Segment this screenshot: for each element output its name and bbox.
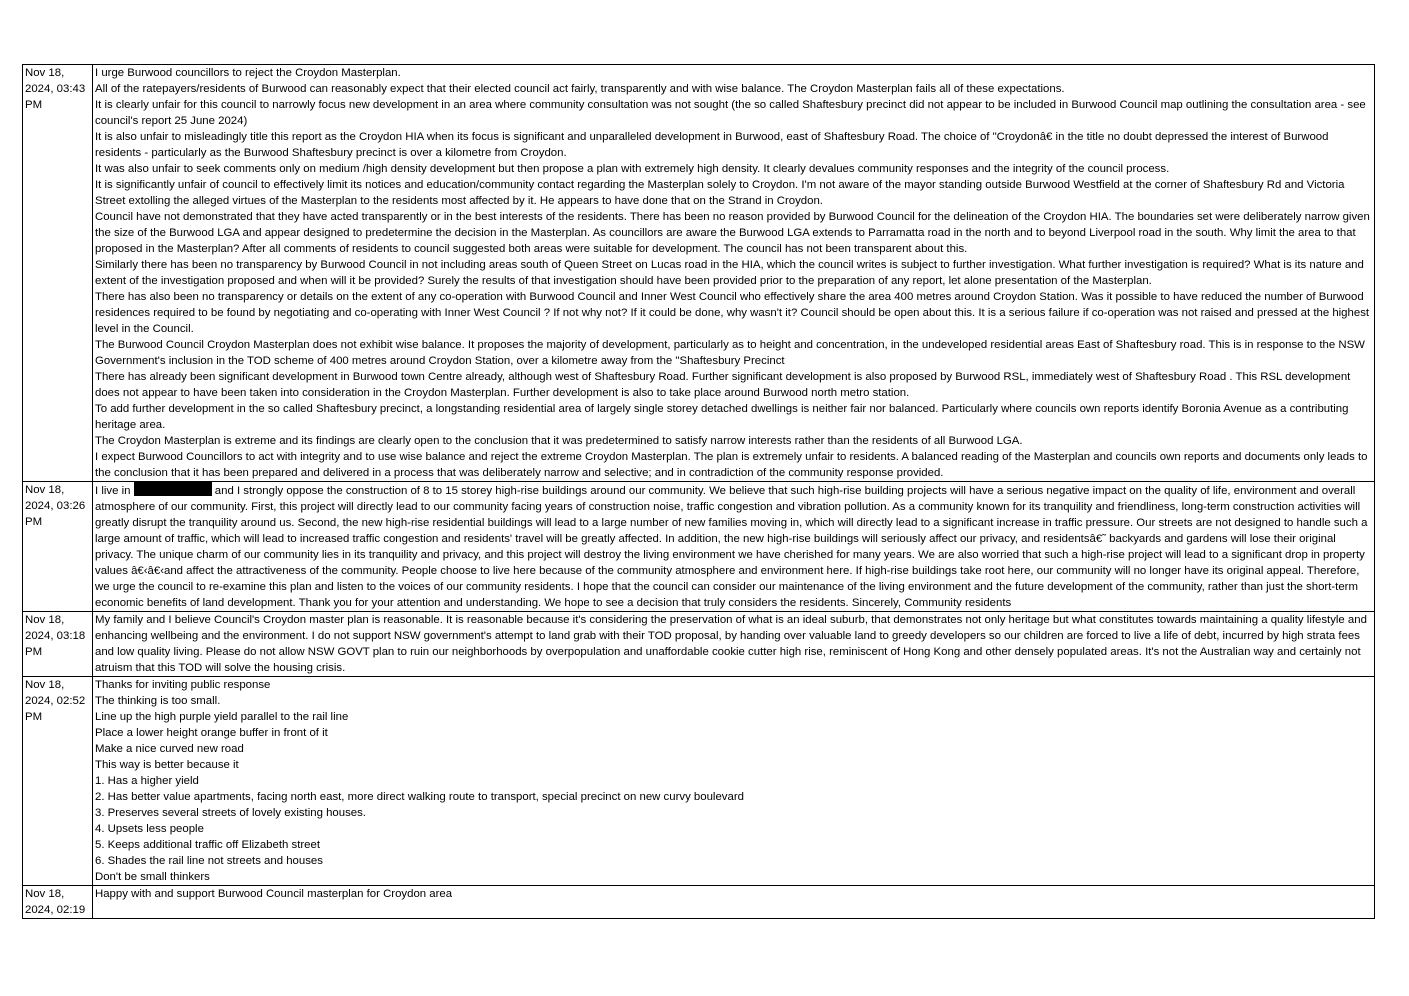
- submission-line: This way is better because it: [95, 759, 239, 771]
- submission-date: Nov 18, 2024, 02:19: [23, 886, 93, 919]
- submission-line: Place a lower height orange buffer in front of it: [95, 727, 328, 739]
- table-row: [23, 482, 1375, 612]
- table-row: [23, 677, 1375, 886]
- submission-text: [93, 886, 1375, 919]
- submission-line: I expect Burwood Councillors to act with integrity and to use wise balance and reject the extreme Croydon Masterplan. The plan is extremely unfair to residents. A balanced reading of the Masterplan and councils own reports and documents only leads to the conclusion that it has been prepared and delivered in a process that was deliberately narrow and selective; and in contradiction of the community response provided.: [95, 451, 1368, 479]
- submission-text-start: I live in: [95, 485, 134, 497]
- submission-line: There has also been no transparency or details on the extent of any co-operation with Burwood Council and Inner West Council who effectively share the area 400 metres around Croydon Station. Was it possible to have reduced the number of Burwood residences required to be found by negotiating and co-operating with Inner West Council ? If not why not? If it could be done, why wasn't it? Council should be open about this. It is a serious failure if co-operation was not raised and pressed at the highest level in the Council.: [95, 291, 1370, 335]
- submission-line: The Burwood Council Croydon Masterplan does not exhibit wise balance. It proposes the majority of development, particularly as to height and concentration, in the undeveloped residential areas East of Shaftesbury road. This is in response to the NSW Government's inclusion in the TOD scheme of 400 metres around Croydon Station, over a kilometre away from the "Shaftesbury Precinct: [95, 339, 1365, 367]
- submission-line: 5. Keeps additional traffic off Elizabeth street: [95, 839, 320, 851]
- submission-line: 2. Has better value apartments, facing north east, more direct walking route to transport, special precinct on new curvy boulevard: [95, 791, 744, 803]
- submission-date: Nov 18, 2024, 03:43 PM: [23, 65, 93, 482]
- submission-text: [93, 677, 1375, 886]
- submission-line: Council have not demonstrated that they have acted transparently or in the best interests of the residents. There has been no reason provided by Burwood Council for the delineation of the Croydon HIA. The boundaries set were deliberately narrow given the size of the Burwood LGA and appear designed to predetermine the decision in the Masterplan. As councillors are aware the Burwood LGA extends to Parramatta road in the north and to beyond Liverpool road in the south. Why limit the area to that proposed in the Masterplan? After all comments of residents to council suggested both areas were suitable for development. The council has not been transparent about this.: [95, 211, 1370, 255]
- submission-date: Nov 18, 2024, 02:52 PM: [23, 677, 93, 886]
- submission-line: It is significantly unfair of council to effectively limit its notices and education/community contact regarding the Masterplan solely to Croydon. I'm not aware of the mayor standing outside Burwood Westfield at the corner of Shaftesbury Rd and Victoria Street extolling the alleged virtues of the Masterplan to the residents most affected by it. He appears to have done that on the Strand in Croydon.: [95, 179, 1345, 207]
- submission-line: My family and I believe Council's Croydon master plan is reasonable. It is reasonable because it's considering the preservation of what is an ideal suburb, that demonstrates not only heritage but what constitutes towards maintaining a quality lifestyle and enhancing wellbeing and the environment. I do not support NSW government's attempt to land grab with their TOD proposal, by handing over valuable land to greedy developers so our children are forced to live a life of debt, incurred by high strata fees and low quality living. Please do not allow NSW GOVT plan to ruin our neighborhoods by overpopulation and unaffordable cookie cutter high rise, reminiscent of Hong Kong and other densely populated areas. It's not the Australian way and certainly not atruism that this TOD will solve the housing crisis.: [95, 614, 1367, 674]
- submission-line: Line up the high purple yield parallel to the rail line: [95, 711, 349, 723]
- submission-line: 3. Preserves several streets of lovely existing houses.: [95, 807, 366, 819]
- submission-text: [93, 65, 1375, 482]
- submission-date: Nov 18, 2024, 03:26 PM: [23, 482, 93, 612]
- submission-line: There has already been significant development in Burwood town Centre already, although west of Shaftesbury Road. Further significant development is also proposed by Burwood RSL, immediately west of Shaftesbury Road . This RSL development does not appear to have been taken into consideration in the Croydon Masterplan. Further development is also to take place around Burwood north metro station.: [95, 371, 1351, 399]
- submission-line: The thinking is too small.: [95, 695, 221, 707]
- submission-line: I urge Burwood councillors to reject the Croydon Masterplan.: [95, 67, 401, 79]
- submission-line: All of the ratepayers/residents of Burwood can reasonably expect that their elected council act fairly, transparently and with wise balance. The Croydon Masterplan fails all of these expectations.: [95, 83, 1065, 95]
- submission-date: Nov 18, 2024, 03:18 PM: [23, 612, 93, 677]
- submission-text: [93, 612, 1375, 677]
- submission-text: [93, 482, 1375, 612]
- submission-line: Happy with and support Burwood Council masterplan for Croydon area: [95, 888, 453, 900]
- submission-line: It is also unfair to misleadingly title this report as the Croydon HIA when its focus is significant and unparalleled development in Burwood, east of Shaftesbury Road. The choice of "Croydonâ€ in the title no doubt depressed the interest of Burwood residents - particularly as the Burwood Shaftesbury precinct is over a kilometre from Croydon.: [95, 131, 1329, 159]
- submissions-table: [22, 64, 1375, 919]
- submission-text-rest: and I strongly oppose the construction of 8 to 15 storey high-rise buildings around our community. We believe that such high-rise building projects will have a serious negative impact on the quality of life, environment and overall atmosphere of our community. First, this project will directly lead to our community facing years of construction noise, traffic congestion and vibration pollution. As a community known for its tranquility and friendliness, long-term construction activities will greatly disrupt the tranquility around us. Second, the new high-rise residential buildings will lead to a large number of new families moving in, which will directly lead to a significant increase in traffic pressure. Our streets are not designed to handle such a large amount of traffic, which will lead to increased traffic congestion and residents' travel will be greatly affected. In addition, the new high-rise buildings will seriously affect our privacy, and residentsâ€˜ backyards and gardens will lose their original privacy. The unique charm of our community lies in its tranquility and privacy, and this project will destroy the living environment we have cherished for many years. We are also worried that such a high-rise project will lead to a significant drop in property values â€‹â€‹and affect the attractiveness of the community. People choose to live here because of the community atmosphere and environment here. If high-rise buildings take root here, our community will no longer have its original appeal. Therefore, we urge the council to re-examine this plan and listen to the voices of our community residents. I hope that the council can consider our maintenance of the living environment and the future development of the community, rather than just the short-term economic benefits of land development. Thank you for your attention and understanding. We hope to see a decision that truly considers the residents. Sincerely, Community residents: [95, 485, 1368, 609]
- submission-line: To add further development in the so called Shaftesbury precinct, a longstanding residential area of largely single storey detached dwellings is neither fair nor balanced. Particularly where councils own reports identify Boronia Avenue as a contributing heritage area.: [95, 403, 1349, 431]
- submission-line: Don't be small thinkers: [95, 871, 210, 883]
- submission-line: 1. Has a higher yield: [95, 775, 199, 787]
- submission-line: 4. Upsets less people: [95, 823, 204, 835]
- table-row: [23, 65, 1375, 482]
- submission-line: Similarly there has been no transparency by Burwood Council in not including areas south of Queen Street on Lucas road in the HIA, which the council writes is subject to further investigation. What further investigation is required? What is its nature and extent of the investigation proposed and when will it be provided? Surely the results of that investigation should have been provided prior to the preparation of any report, let alone presentation of the Masterplan.: [95, 259, 1364, 287]
- submission-line: Make a nice curved new road: [95, 743, 244, 755]
- submission-line: 6. Shades the rail line not streets and houses: [95, 855, 323, 867]
- submission-line: It is clearly unfair for this council to narrowly focus new development in an area where community consultation was not sought (the so called Shaftesbury precinct did not appear to be included in Burwood Council map outlining the consultation area - see council's report 25 June 2024): [95, 99, 1366, 127]
- submission-line: It was also unfair to seek comments only on medium /high density development but then propose a plan with extremely high density. It clearly devalues community responses and the integrity of the council process.: [95, 163, 1170, 175]
- table-row: [23, 886, 1375, 919]
- redaction-block: [134, 482, 212, 496]
- submission-line: Thanks for inviting public response: [95, 679, 271, 691]
- table-row: [23, 612, 1375, 677]
- submission-line: The Croydon Masterplan is extreme and its findings are clearly open to the conclusion that it was predetermined to satisfy narrow interests rather than the residents of all Burwood LGA.: [95, 435, 1023, 447]
